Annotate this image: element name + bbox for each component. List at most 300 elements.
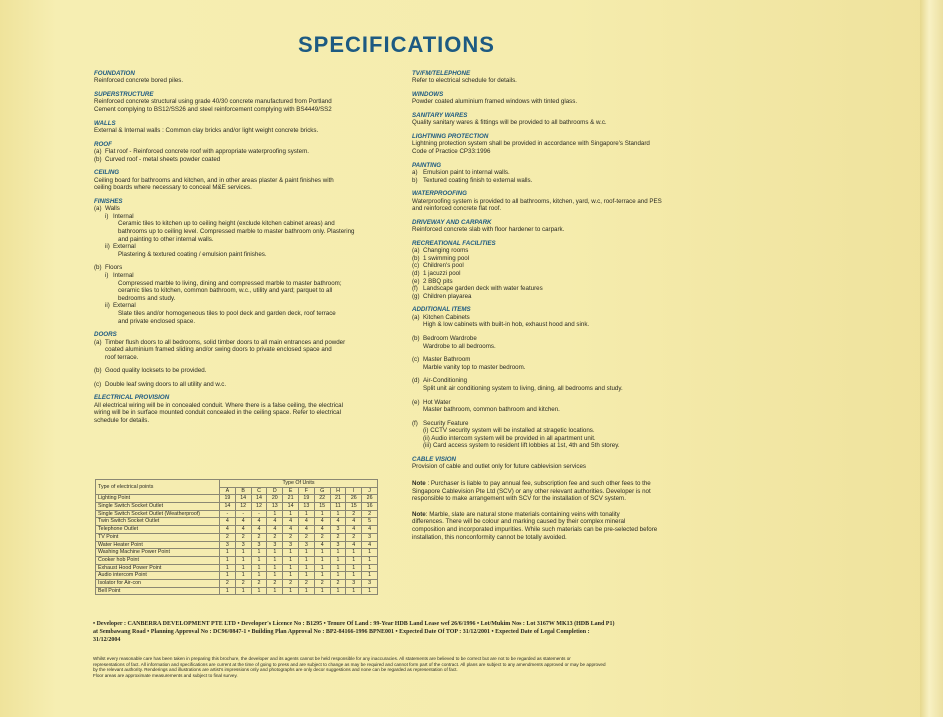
unit-header-cell: B — [235, 487, 251, 495]
point-count-cell: 3 — [220, 541, 236, 549]
point-count-cell: 1 — [220, 564, 236, 572]
point-count-cell: 14 — [235, 495, 251, 503]
section-heading: WINDOWS — [412, 91, 444, 98]
item-text: and private enclosed space. — [118, 317, 196, 325]
section-text: Cement complying to BS12/SS26 and steel reinforcement complying with BS4449/SS2 — [94, 106, 332, 113]
point-count-cell: 1 — [220, 549, 236, 557]
finishes-section — [94, 198, 384, 325]
unit-header-cell: F — [298, 487, 314, 495]
item-text: Walls — [105, 205, 120, 213]
point-count-cell: 16 — [362, 503, 378, 511]
point-type-cell: TV Point — [96, 533, 220, 541]
item-label: ii) — [105, 302, 110, 310]
point-count-cell: 1 — [346, 549, 362, 557]
note-text: installation, this nonconformity cannot be totally avoided. — [412, 533, 567, 541]
point-count-cell: 4 — [235, 526, 251, 534]
item-label: i) — [105, 271, 109, 279]
section-text: ceiling boards where necessary to conceal M&E services. — [94, 184, 252, 192]
point-count-cell: 4 — [267, 526, 283, 534]
point-count-cell: 22 — [314, 495, 330, 503]
point-count-cell: 1 — [283, 510, 299, 518]
section-text: Ceiling board for bathrooms and kitchen, and in other areas plaster & paint finishes with — [94, 176, 334, 184]
recreational-list — [412, 247, 712, 300]
point-count-cell: 21 — [283, 495, 299, 503]
item-text: Internal — [113, 212, 134, 220]
item-text: Ceramic tiles to kitchen up to ceiling height (exclude kitchen cabinet areas) and — [118, 220, 335, 228]
point-count-cell: - — [251, 510, 267, 518]
table-row — [96, 503, 378, 511]
item-text: and painting to other internal walls. — [118, 235, 214, 243]
table-row — [96, 541, 378, 549]
list-item — [412, 247, 712, 255]
list-item — [94, 272, 384, 280]
item-text: Marble vanity top to master bedroom. — [423, 363, 526, 371]
table-header-row — [96, 480, 378, 488]
point-count-cell: 11 — [330, 503, 346, 511]
point-count-cell: 4 — [314, 518, 330, 526]
note-text: responsible to make arrangement with SCV for the installation of SCV system. — [412, 495, 626, 503]
point-count-cell: 1 — [346, 556, 362, 564]
cable-section — [412, 456, 712, 471]
section-text: Waterproofing system is provided to all bathrooms, kitchen, yard, w.c, roof-terrace and PES — [412, 197, 662, 205]
point-count-cell: 2 — [251, 579, 267, 587]
list-item — [94, 156, 384, 164]
point-count-cell: 26 — [362, 495, 378, 503]
item-label: a) — [412, 169, 418, 176]
point-count-cell: 2 — [267, 533, 283, 541]
item-label: (a) — [94, 338, 102, 346]
list-item — [94, 213, 384, 221]
point-count-cell: 1 — [298, 549, 314, 557]
point-count-cell: - — [220, 510, 236, 518]
page-spine — [920, 0, 943, 717]
point-count-cell: 12 — [251, 503, 267, 511]
item-text: Double leaf swing doors to all utility and w.c. — [105, 380, 227, 388]
note-text: differences. There will be colour and marking caused by their complex mineral — [412, 518, 626, 526]
list-item — [94, 367, 384, 375]
point-count-cell: 1 — [330, 510, 346, 518]
point-count-cell: 1 — [251, 564, 267, 572]
item-label: (f) — [412, 419, 418, 427]
waterproofing-section — [412, 190, 712, 213]
point-count-cell: 4 — [251, 526, 267, 534]
point-count-cell: 1 — [298, 556, 314, 564]
point-count-cell: 4 — [346, 526, 362, 534]
list-item — [412, 285, 712, 293]
table-row — [96, 533, 378, 541]
item-text: External — [113, 302, 136, 310]
item-label: (b) — [94, 155, 102, 163]
item-label: (b) — [412, 254, 420, 262]
point-count-cell: 2 — [362, 510, 378, 518]
tv-section — [412, 70, 712, 85]
point-count-cell: 3 — [330, 526, 346, 534]
item-text: coated aluminium framed sliding and/or swing doors to private enclosed space and — [105, 346, 332, 354]
point-count-cell: 1 — [267, 564, 283, 572]
item-text: Landscape garden deck with water features — [423, 285, 543, 293]
item-text: Timber flush doors to all bedrooms, solid timber doors to all main entrances and powder — [105, 338, 346, 346]
point-count-cell: 1 — [298, 564, 314, 572]
section-text: All electrical wiring will be in concealed conduit. Where there is a false ceiling, the electrical — [94, 401, 343, 409]
item-text: High & low cabinets with built-in hob, exhaust hood and sink. — [423, 321, 590, 329]
list-item — [412, 399, 712, 407]
point-count-cell: 1 — [235, 587, 251, 595]
electrical-points-table — [95, 479, 378, 595]
item-text: (iii) Card access system to resident lift lobbies at 1st, 4th and 5th storey. — [423, 442, 620, 450]
point-count-cell: 4 — [362, 526, 378, 534]
section-text: Powder coated aluminium framed windows with tinted glass. — [412, 98, 578, 106]
item-text: Hot Water — [423, 398, 451, 406]
point-count-cell: 1 — [283, 556, 299, 564]
list-item — [412, 169, 712, 177]
point-count-cell: 4 — [220, 526, 236, 534]
point-count-cell: 1 — [298, 587, 314, 595]
item-text: Compressed marble to living, dining and compressed marble to master bathroom; — [118, 279, 342, 287]
section-heading: ADDITIONAL ITEMS — [412, 306, 471, 314]
point-count-cell: 2 — [330, 579, 346, 587]
point-count-cell: 1 — [314, 572, 330, 580]
section-text: Refer to electrical schedule for details. — [412, 77, 517, 85]
list-item — [94, 264, 384, 272]
point-count-cell: 1 — [220, 587, 236, 595]
table-row — [96, 587, 378, 595]
point-count-cell: 13 — [298, 503, 314, 511]
point-count-cell: 3 — [362, 533, 378, 541]
point-count-cell: 3 — [235, 541, 251, 549]
point-count-cell: 2 — [330, 533, 346, 541]
point-count-cell: 2 — [267, 579, 283, 587]
unit-header-cell: H — [330, 487, 346, 495]
point-type-cell: Twin Switch Socket Outlet — [96, 518, 220, 526]
point-count-cell: 1 — [267, 587, 283, 595]
point-count-cell: 1 — [298, 572, 314, 580]
item-label: (b) — [94, 367, 102, 375]
table-row — [96, 549, 378, 557]
point-count-cell: 1 — [267, 572, 283, 580]
point-type-cell: Single Switch Socket Outlet — [96, 503, 220, 511]
point-count-cell: 1 — [314, 587, 330, 595]
point-count-cell: 1 — [220, 556, 236, 564]
point-count-cell: 3 — [346, 579, 362, 587]
section-text: schedule for details. — [94, 417, 150, 425]
table-row — [96, 510, 378, 518]
disclaimer-line: Whilst every reasonable care has been taken in preparing this brochure, the developer and its agents cannot be held responsible for any inaccuracies. All statements are believed to be correct but are not to be regarded as statements or — [93, 656, 571, 661]
point-count-cell: 1 — [283, 572, 299, 580]
list-item — [94, 148, 384, 156]
list-item — [412, 314, 712, 322]
point-count-cell: 1 — [267, 549, 283, 557]
point-type-cell: Audio intercom Point — [96, 572, 220, 580]
point-type-cell: Telephone Outlet — [96, 526, 220, 534]
point-count-cell: 3 — [298, 541, 314, 549]
table-row — [96, 495, 378, 503]
point-count-cell: 19 — [298, 495, 314, 503]
list-item — [412, 377, 712, 385]
table-row — [96, 526, 378, 534]
point-count-cell: 2 — [298, 533, 314, 541]
item-text: Children's pool — [423, 262, 464, 270]
point-count-cell: 1 — [362, 549, 378, 557]
point-count-cell: 3 — [283, 541, 299, 549]
point-count-cell: 13 — [267, 503, 283, 511]
note-text: composition and incorporated impurities. While such materials can be pre-selected before — [412, 526, 658, 534]
section-heading: ROOF — [94, 140, 112, 148]
point-count-cell: 1 — [235, 556, 251, 564]
table-row — [96, 572, 378, 580]
item-text: Textured coating finish to external walls. — [423, 176, 533, 184]
unit-header-cell: E — [283, 487, 299, 495]
list-item — [94, 302, 384, 310]
developer-line: 31/12/2004 — [93, 637, 121, 643]
item-label: (b) — [94, 264, 102, 272]
item-text: Split unit air conditioning system to living, dining, all bedrooms and study. — [423, 384, 623, 392]
list-item — [412, 177, 712, 185]
section-text: and reinforced concrete flat roof. — [412, 205, 502, 213]
item-text: Children playarea — [423, 292, 472, 300]
unit-header-cell: C — [251, 487, 267, 495]
item-label: (a) — [94, 205, 102, 213]
item-label: (c) — [412, 356, 420, 364]
item-text: 1 jacuzzi pool — [423, 269, 461, 277]
item-label: b) — [412, 176, 418, 184]
table-row — [96, 518, 378, 526]
point-count-cell: 4 — [298, 518, 314, 526]
section-heading: RECREATIONAL FACILITIES — [412, 239, 496, 247]
point-count-cell: 1 — [298, 510, 314, 518]
section-heading: WALLS — [94, 119, 116, 127]
point-count-cell: 2 — [283, 533, 299, 541]
table-corner-cell: Type of electrical points — [96, 480, 220, 495]
unit-header-cell: A — [220, 487, 236, 495]
disclaimer-line: Floor areas are approximate measurements and subject to final survey. — [93, 672, 238, 678]
point-count-cell: 1 — [362, 587, 378, 595]
point-count-cell: 1 — [346, 564, 362, 572]
item-text: Master bathroom, common bathroom and kitchen. — [423, 406, 560, 414]
note-label: Note — [412, 510, 426, 518]
left-column — [94, 70, 384, 431]
list-item — [412, 255, 712, 263]
item-text: Floors — [105, 264, 123, 272]
point-count-cell: 1 — [235, 564, 251, 572]
section-heading: DOORS — [94, 331, 117, 339]
section-text: External & Internal walls : Common clay bricks and/or light weight concrete bricks. — [94, 127, 319, 134]
point-count-cell: 2 — [346, 533, 362, 541]
point-count-cell: 1 — [283, 587, 299, 595]
section-text: Code of Practice CP33:1996 — [412, 148, 491, 155]
section-text: Provision of cable and outlet only for future cablevision services — [412, 463, 587, 471]
disclaimer-line: representations of fact. All information and specifications are current at the time of going to press and are subject to change as may be required and cannot form part of the contract. All plans are subject to any amendments approved or may be approved — [93, 661, 606, 667]
item-label: (c) — [412, 262, 420, 270]
item-text: bathrooms up to ceiling level. Compressed marble to master bathroom only. Plastering — [118, 227, 355, 235]
list-item — [94, 339, 384, 347]
recreational-section — [412, 240, 712, 301]
point-count-cell: 1 — [346, 587, 362, 595]
section-text: Reinforced concrete bored piles. — [94, 77, 184, 85]
sanitary-section — [412, 112, 712, 127]
point-count-cell: 4 — [346, 541, 362, 549]
section-heading: LIGHTNING PROTECTION — [412, 133, 489, 140]
point-count-cell: 5 — [362, 518, 378, 526]
point-count-cell: 1 — [314, 564, 330, 572]
section-heading: ELECTRICAL PROVISION — [94, 394, 170, 402]
section-heading: CABLE VISION — [412, 456, 457, 464]
item-label: ii) — [105, 243, 110, 251]
point-type-cell: Lighting Point — [96, 495, 220, 503]
section-text: Lightning protection system shall be provided in accordance with Singapore's Standard — [412, 140, 650, 148]
item-text: (i) CCTV security system will be installed at stragetic locations. — [423, 427, 595, 435]
section-heading: TV/FM/TELEPHONE — [412, 70, 471, 77]
walls-section — [94, 120, 384, 135]
point-count-cell: 2 — [235, 579, 251, 587]
point-type-cell: Exhaust Hood Power Point — [96, 564, 220, 572]
point-count-cell: 3 — [251, 541, 267, 549]
item-text: Master Bathroom — [423, 356, 471, 364]
cable-note — [412, 480, 712, 503]
unit-header-cell: G — [314, 487, 330, 495]
point-count-cell: 2 — [235, 533, 251, 541]
item-text: Good quality locksets to be provided. — [105, 367, 207, 375]
section-text: Reinforced concrete structural using grade 40/30 concrete manufactured from Portland — [94, 98, 332, 106]
section-heading: DRIVEWAY AND CARPARK — [412, 218, 492, 226]
point-count-cell: 1 — [267, 510, 283, 518]
item-text: Security Feature — [423, 419, 469, 427]
item-label: (a) — [412, 247, 420, 255]
point-count-cell: 4 — [235, 518, 251, 526]
note-label: Note — [412, 480, 426, 488]
table-row — [96, 556, 378, 564]
point-count-cell: 1 — [330, 587, 346, 595]
point-count-cell: 15 — [314, 503, 330, 511]
table-row — [96, 579, 378, 587]
note-text: : Purchaser is liable to pay annual fee, subscription fee and such other fees to the — [427, 480, 651, 488]
point-count-cell: 2 — [283, 579, 299, 587]
item-text: Curved roof - metal sheets powder coated — [105, 155, 221, 163]
unit-header-cell: D — [267, 487, 283, 495]
item-text: Plastering & textured coating / emulsion paint finishes. — [118, 250, 267, 258]
point-type-cell: Bell Point — [96, 587, 220, 595]
right-column — [412, 70, 712, 547]
item-label: (g) — [412, 292, 420, 300]
table-group-header: Type Of Units — [220, 480, 378, 488]
point-count-cell: 4 — [314, 541, 330, 549]
point-count-cell: 14 — [251, 495, 267, 503]
list-item — [94, 381, 384, 389]
item-label: (f) — [412, 285, 418, 293]
point-count-cell: 26 — [346, 495, 362, 503]
windows-section — [412, 91, 712, 106]
section-heading: SUPERSTRUCTURE — [94, 91, 154, 98]
item-text: ceramic tiles to kitchen, common bathroom, w.c., utility and yard; parquet to all — [118, 287, 333, 295]
item-text: 1 swimming pool — [423, 254, 470, 262]
item-text: Wardrobe to all bedrooms. — [423, 342, 496, 350]
point-count-cell: 1 — [220, 572, 236, 580]
point-count-cell: 2 — [346, 510, 362, 518]
item-text: External — [113, 243, 136, 251]
section-heading: CEILING — [94, 169, 120, 177]
point-count-cell: 14 — [283, 503, 299, 511]
table-row — [96, 564, 378, 572]
section-heading: WATERPROOFING — [412, 190, 467, 198]
point-count-cell: 1 — [251, 556, 267, 564]
item-text: Internal — [113, 271, 134, 279]
marble-note — [412, 511, 712, 541]
point-count-cell: 1 — [362, 556, 378, 564]
point-count-cell: 19 — [220, 495, 236, 503]
item-text: Air-Conditioning — [423, 377, 468, 385]
item-label: (a) — [94, 148, 102, 155]
point-count-cell: 4 — [314, 526, 330, 534]
list-item — [412, 262, 712, 270]
point-count-cell: 3 — [267, 541, 283, 549]
additional-section — [412, 306, 712, 450]
section-heading: PAINTING — [412, 161, 442, 169]
point-count-cell: 1 — [330, 564, 346, 572]
point-count-cell: 20 — [267, 495, 283, 503]
point-count-cell: 2 — [251, 533, 267, 541]
point-count-cell: 1 — [362, 572, 378, 580]
point-count-cell: 2 — [220, 533, 236, 541]
roof-section — [94, 141, 384, 164]
point-count-cell: 4 — [298, 526, 314, 534]
point-count-cell: 1 — [283, 564, 299, 572]
item-label: i) — [105, 212, 109, 220]
section-text: wiring will be in surface mounted conduit concealed in the ceiling space. Refer to electrical — [94, 409, 341, 417]
disclaimer-line: by the relevant authority. Renderings and illustrations are artist's impressions only and photographs are only decor suggestions and none can be regarded as representation of fact. — [93, 667, 458, 673]
point-count-cell: 4 — [362, 541, 378, 549]
point-count-cell: 15 — [346, 503, 362, 511]
point-count-cell: 1 — [235, 549, 251, 557]
item-text: roof terrace. — [105, 353, 139, 361]
unit-header-cell: J — [362, 487, 378, 495]
point-count-cell: 1 — [330, 572, 346, 580]
page-title: SPECIFICATIONS — [298, 32, 495, 57]
point-count-cell: 4 — [283, 526, 299, 534]
ceiling-section — [94, 169, 384, 192]
list-item — [412, 278, 712, 286]
note-text: : Marble, slate are natural stone materials containing veins with tonality — [425, 510, 620, 518]
section-heading: SANITARY WARES — [412, 112, 468, 119]
point-count-cell: - — [235, 510, 251, 518]
item-text: Changing rooms — [423, 247, 469, 255]
point-type-cell: Water Heater Point — [96, 541, 220, 549]
point-count-cell: 2 — [298, 579, 314, 587]
developer-info — [93, 620, 707, 644]
point-count-cell: 1 — [330, 549, 346, 557]
point-count-cell: 12 — [235, 503, 251, 511]
item-label: (a) — [412, 313, 420, 321]
item-label: (c) — [94, 380, 102, 388]
point-type-cell: Washing Machine Power Point — [96, 549, 220, 557]
point-count-cell: 1 — [330, 556, 346, 564]
list-item — [412, 420, 712, 428]
point-type-cell: Single Switch Socket Outlet (Weatherproof) — [96, 510, 220, 518]
unit-header-cell: I — [346, 487, 362, 495]
section-heading: FOUNDATION — [94, 70, 135, 77]
point-count-cell: 1 — [251, 587, 267, 595]
superstructure-section — [94, 91, 384, 114]
point-type-cell: Isolator for Air-con — [96, 579, 220, 587]
point-count-cell: 4 — [251, 518, 267, 526]
disclaimer — [93, 656, 707, 678]
point-count-cell: 4 — [220, 518, 236, 526]
point-count-cell: 1 — [235, 572, 251, 580]
point-count-cell: 4 — [283, 518, 299, 526]
point-count-cell: 1 — [283, 549, 299, 557]
point-count-cell: 4 — [267, 518, 283, 526]
list-item — [412, 356, 712, 364]
point-count-cell: 1 — [251, 549, 267, 557]
point-count-cell: 3 — [362, 579, 378, 587]
